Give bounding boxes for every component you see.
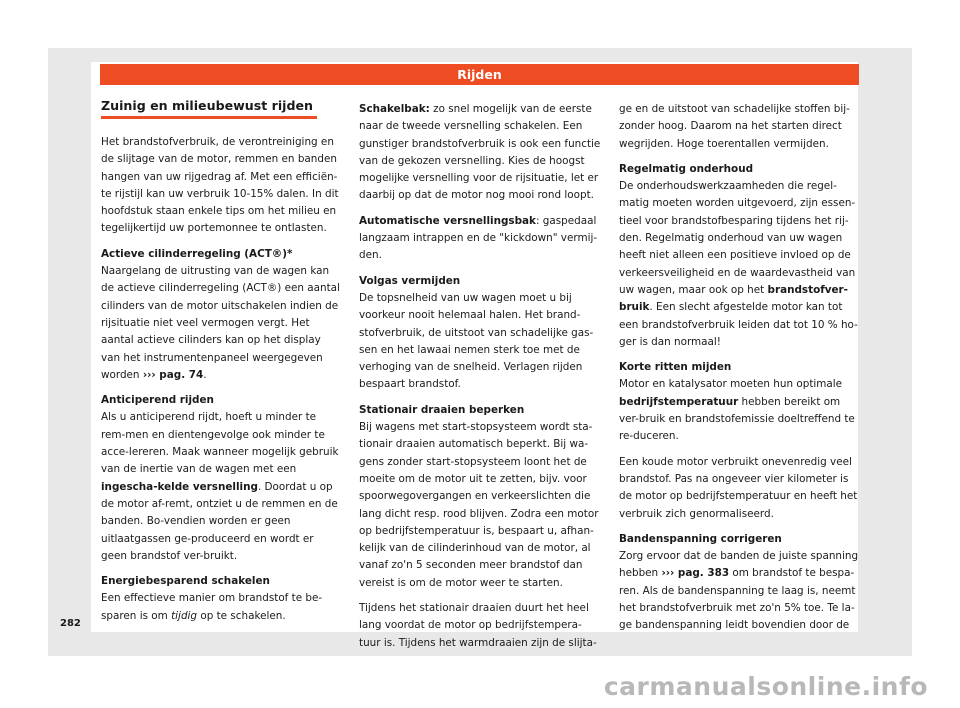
act-page-link[interactable]: ››› pag. 74 xyxy=(142,368,204,381)
gearbox-label: Schakelbak: xyxy=(359,103,430,115)
tyre-text-1: Zorg ervoor dat de banden de juiste spanning hebben xyxy=(619,550,859,580)
section-title: Zuinig en milieubewust rijden xyxy=(101,96,317,119)
maintenance-text-1: De onderhoudswerkzaamheden die regel-matig moeten worden uitgevoerd, zijn essen-tieel voor brandstofbesparing tijdens het rij-den. Regelmatig onderhoud van uw wagen heeft niet alleen een positieve invloed op de verkeersveiligheid en de waardevastheid van uw wagen, maar ook op het xyxy=(619,180,856,296)
short-trips-bold: bedrijfstemperatuur xyxy=(619,395,739,408)
idle-heading: Stationair draaien beperken xyxy=(359,403,525,416)
act-heading: Actieve cilinderregeling (ACT®)* xyxy=(101,247,293,260)
act-paragraph: Naargelang de uitrusting van de wagen kan de actieve cilinderregeling (ACT®) een aantal cilinders van de motor uitschakelen indien de rijsituatie niet veel vermogen vergt. Het aantal actieve cilinders kan op het display van het instrumentenpaneel weergegeven worden ››› pag. 74. xyxy=(101,265,340,381)
maintenance-bold: brandstofver-bruik xyxy=(619,283,848,314)
automatic-paragraph xyxy=(359,213,601,265)
anticipate-bold: ingescha-kelde versnelling xyxy=(101,480,258,493)
speed-paragraph: De topsnelheid van uw wagen moet u bij voorkeur nooit helemaal halen. Het brand-stofverbruik, de uitstoot van schadelijke gas-sen en het lawaai nemen sterk toe met de verhoging van de snelheid. Verlagen rijden bespaart brandstof. xyxy=(359,291,594,391)
short-trips-paragraph-1 xyxy=(619,376,859,445)
idle-paragraph-1: Bij wagens met start-stopsysteem wordt sta-tionair draaien automatisch beperkt. Bij wa-gens zonder start-stopsysteem loont het de moeite om de motor uit te zetten, bijv. voor spoorwegovergangen en verkeerslichten die lang dicht resp. rood blijven. Zodra een motor op bedrijfstemperatuur is, bespaart u, afhan-kelijk van de cilinderinhoud van de motor, al vanaf zo'n 5 seconden meer brandstof dan vereist is om de motor weer te starten. xyxy=(359,421,599,589)
act-text: Naargelang de uitrusting van de wagen kan de actieve cilinderregeling (ACT®) een aantal cilinders van de motor uitschakelen indien de rijsituatie niet veel vermogen vergt. Het aantal actieve cilinders kan op het display van het instrumentenpaneel weergegeven worden xyxy=(101,265,340,381)
automatic-text: : gaspedaal langzaam intrappen en de "kickdown" vermij-den. xyxy=(359,214,598,262)
short-trips-heading: Korte ritten mijden xyxy=(619,361,732,374)
energy-paragraph xyxy=(101,590,341,625)
energy-italic: tijdig xyxy=(171,609,198,622)
short-trips-text-2: hebben bereikt om ver-bruik en brandstofemissie doeltreffend te re-duceren. xyxy=(619,395,855,443)
automatic-label: Automatische versnellingsbak xyxy=(359,214,536,227)
anticipate-heading: Anticiperend rijden xyxy=(101,394,214,407)
maintenance-heading: Regelmatig onderhoud xyxy=(619,162,754,175)
intro-paragraph: Het brandstofverbruik, de verontreiniging en de slijtage van de motor, remmen en banden hangen van uw rijgedrag af. Met een efficiën-te rijstijl kan uw verbruik 10-15% dalen. In dit hoofdstuk staan enkele tips om het milieu en tegelijkertijd uw portemonnee te ontlasten. xyxy=(101,136,339,235)
short-trips-text-1: Motor en katalysator moeten hun optimale xyxy=(619,378,843,391)
idle-paragraph-2: Tijdens het stationair draaien duurt het heel lang voordat de motor op bedrijfstempera-tuur is. Tijdens het warmdraaien zijn de slijta- xyxy=(359,602,597,649)
page-number: 282 xyxy=(60,618,81,629)
energy-text-2: op te schakelen. xyxy=(197,609,286,622)
column-1 xyxy=(101,96,341,633)
anticipate-text-2: . Doordat u op de motor af-remt, ontziet u de remmen en de banden. Bo-vendien worden er geen uitlaatgassen ge-produceerd en wordt er geen brandstof ver-bruikt. xyxy=(101,480,338,562)
watermark: carmanualsonline.info xyxy=(603,672,928,701)
tyre-heading: Bandenspanning corrigeren xyxy=(619,532,782,545)
chapter-header xyxy=(100,64,859,85)
column-3 xyxy=(619,101,859,643)
tyre-paragraph xyxy=(619,548,859,634)
anticipate-text-1: Als u anticiperend rijdt, hoeft u minder te rem-men en dientengevolge ook minder te acce-lereren. Maak wanneer mogelijk gebruik van de inertie van de wagen met een xyxy=(101,411,339,476)
gearbox-paragraph xyxy=(359,101,601,205)
anticipate-paragraph xyxy=(101,409,341,565)
maintenance-paragraph xyxy=(619,178,859,351)
short-trips-paragraph-2: Een koude motor verbruikt onevenredig veel brandstof. Pas na ongeveer vier kilometer is de motor op bedrijfstemperatuur en heeft het verbruik zich genormaliseerd. xyxy=(619,455,858,520)
maintenance-text-2: . Een slecht afgestelde motor kan tot een brandstofverbruik leiden dat tot 10 % ho-ger is dan normaal! xyxy=(619,301,858,348)
tyre-page-link[interactable]: ››› pag. 383 xyxy=(661,567,730,580)
column-2 xyxy=(359,101,601,660)
energy-heading: Energiebesparend schakelen xyxy=(101,575,270,588)
gearbox-text: zo snel mogelijk van de eerste naar de tweede versnelling schakelen. Een gunstiger brandstofverbruik is ook een functie van de gekozen versnelling. Kies de hoogst mogelijke versnelling voor de rijsituatie, let er daarbij op dat de motor nog mooi rond loopt. xyxy=(359,103,601,202)
tyre-text-2: om brandstof te bespa-ren. Als de bandenspanning te laag is, neemt het brandstofverbruik met zo'n 5% toe. Te la-ge bandenspanning leidt bovendien door de xyxy=(619,567,856,632)
continued-paragraph: ge en de uitstoot van schadelijke stoffen bij-zonder hoog. Daarom na het starten direct wegrijden. Hoge toerentallen vermijden. xyxy=(619,103,850,150)
speed-heading: Volgas vermijden xyxy=(359,274,461,287)
energy-text-1: Een effectieve manier om brandstof te be-sparen is om xyxy=(101,592,323,622)
chapter-title: Rijden xyxy=(457,67,502,82)
